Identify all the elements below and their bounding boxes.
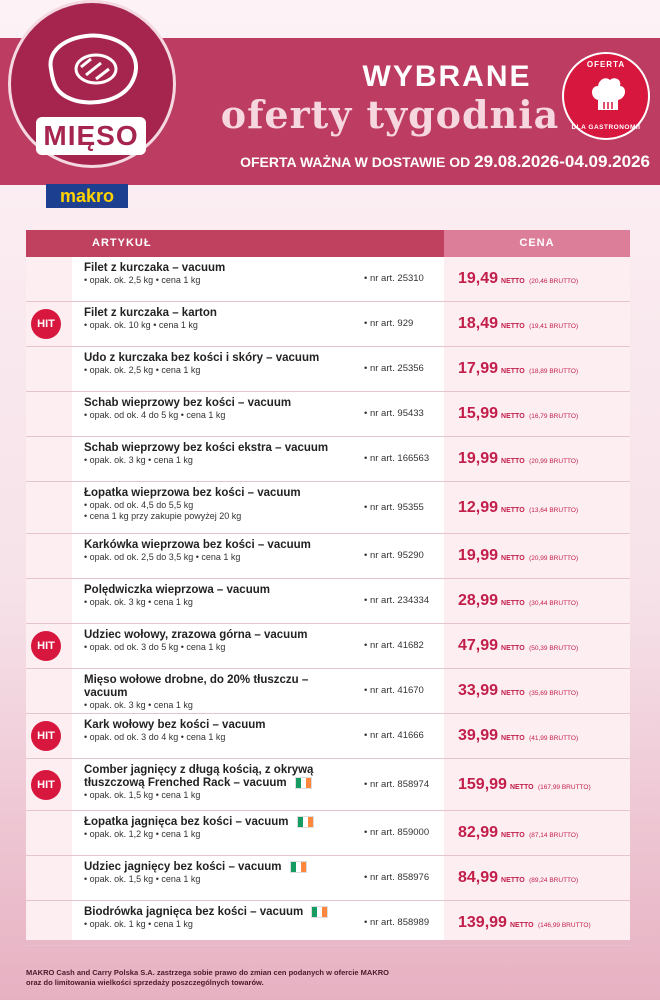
table-row xyxy=(26,347,630,392)
ireland-flag-icon xyxy=(295,777,312,789)
table-row xyxy=(26,669,630,714)
netto-label: NETTO xyxy=(509,783,534,791)
price-netto: 84,99 xyxy=(458,869,499,886)
gastronomy-badge-top: OFERTA xyxy=(586,60,626,69)
product-details: • opak. ok. 2,5 kg • cena 1 kg xyxy=(84,365,201,375)
product-name-block xyxy=(84,397,354,421)
footer-disclaimer xyxy=(26,968,586,988)
product-name: Udo z kurczaka bez kości i skóry – vacuum xyxy=(84,352,320,364)
product-name: Polędwiczka wieprzowa – vacuum xyxy=(84,584,270,596)
netto-label: NETTO xyxy=(501,413,525,420)
table-row xyxy=(26,811,630,856)
article-number: • nr art. 166563 xyxy=(364,453,430,464)
netto-label: NETTO xyxy=(509,922,534,929)
price-brutto: (19,41 BRUTTO) xyxy=(529,323,579,330)
price-brutto: (18,89 BRUTTO) xyxy=(529,368,579,375)
category-label: MIĘSO xyxy=(36,117,146,155)
column-header-article: ARTYKUŁ xyxy=(92,237,152,249)
netto-label: NETTO xyxy=(501,506,525,514)
netto-label: NETTO xyxy=(501,690,525,697)
product-name: Łopatka jagnięca bez kości – vacuum xyxy=(84,816,289,829)
product-details: • opak. ok. 3 kg • cena 1 kg xyxy=(84,700,193,710)
price-netto: 39,99 xyxy=(458,727,499,744)
product-details: • opak. ok. 1 kg • cena 1 kg xyxy=(84,919,193,930)
footer-line-2: oraz do limitowania wielkości sprzedaży poszczególnych towarów. xyxy=(26,978,264,987)
product-name: Filet z kurczaka – vacuum xyxy=(84,262,226,274)
price-brutto: (146,99 BRUTTO) xyxy=(538,922,591,929)
hit-badge: HIT xyxy=(31,721,61,751)
table-row xyxy=(26,392,630,437)
price-cell xyxy=(444,592,630,610)
product-name-block xyxy=(84,262,354,286)
ireland-flag-icon xyxy=(290,861,307,873)
price-netto: 28,99 xyxy=(458,592,499,609)
price-cell xyxy=(444,270,630,288)
page-title: WYBRANE xyxy=(362,60,532,93)
netto-label: NETTO xyxy=(501,877,525,884)
table-row xyxy=(26,624,630,669)
chef-hat-icon xyxy=(590,76,626,116)
price-netto: 47,99 xyxy=(458,637,499,654)
product-details: • opak. od ok. 4 do 5 kg • cena 1 kg xyxy=(84,410,226,420)
netto-label: NETTO xyxy=(501,278,525,285)
article-number: • nr art. 858989 xyxy=(364,917,430,928)
article-number: • nr art. 41682 xyxy=(364,640,424,651)
article-number: • nr art. 234334 xyxy=(364,595,430,606)
netto-label: NETTO xyxy=(501,323,525,330)
steak-icon xyxy=(41,29,146,109)
table-row xyxy=(26,534,630,579)
hit-badge: HIT xyxy=(31,309,61,339)
netto-label: NETTO xyxy=(501,368,525,375)
gastronomy-badge-bottom: DLA GASTRONOMII xyxy=(571,124,641,131)
price-cell xyxy=(444,776,630,794)
article-number: • nr art. 25356 xyxy=(364,363,424,374)
price-brutto: (50,39 BRUTTO) xyxy=(529,645,579,652)
column-header-price: CENA xyxy=(444,230,630,257)
article-number: • nr art. 95355 xyxy=(364,501,424,513)
product-name-block xyxy=(84,442,354,466)
product-name-block xyxy=(84,584,354,608)
price-brutto: (20,99 BRUTTO) xyxy=(529,458,579,465)
table-row xyxy=(26,437,630,482)
product-name: Karkówka wieprzowa bez kości – vacuum xyxy=(84,539,311,551)
article-number: • nr art. 858974 xyxy=(364,778,430,790)
validity-prefix: OFERTA WAŻNA W DOSTAWIE OD xyxy=(240,154,471,170)
hit-badge: HIT xyxy=(31,631,61,661)
product-details: • opak. od ok. 3 do 5 kg • cena 1 kg xyxy=(84,642,226,652)
price-cell xyxy=(444,450,630,468)
price-netto: 19,49 xyxy=(458,270,499,287)
product-name: Łopatka wieprzowa bez kości – vacuum xyxy=(84,487,301,499)
netto-label: NETTO xyxy=(501,458,525,465)
article-number: • nr art. 95290 xyxy=(364,550,424,561)
price-cell xyxy=(444,727,630,745)
table-row xyxy=(26,759,630,811)
price-brutto: (41,99 BRUTTO) xyxy=(529,735,579,742)
article-number: • nr art. 25310 xyxy=(364,273,424,284)
price-cell xyxy=(444,499,630,517)
product-name-block xyxy=(84,674,354,711)
validity-text xyxy=(150,152,650,172)
product-name: Comber jagnięcy z długą kością, z okrywą tłuszczową Frenched Rack – vacuum xyxy=(84,764,314,790)
product-details: • opak. ok. 2,5 kg • cena 1 kg xyxy=(84,275,201,285)
netto-label: NETTO xyxy=(501,832,525,839)
table-row xyxy=(26,302,630,347)
footer-line-1: MAKRO Cash and Carry Polska S.A. zastrzega sobie prawo do zmian cen podanych w ofercie MAKRO xyxy=(26,968,389,977)
article-number: • nr art. 859000 xyxy=(364,827,430,838)
price-netto: 159,99 xyxy=(458,775,507,793)
price-brutto: (20,99 BRUTTO) xyxy=(529,555,579,562)
price-cell xyxy=(444,315,630,333)
price-cell xyxy=(444,914,630,932)
price-netto: 82,99 xyxy=(458,824,499,841)
table-rows xyxy=(26,257,630,946)
gastronomy-badge xyxy=(562,52,650,140)
price-brutto: (20,46 BRUTTO) xyxy=(529,278,579,285)
product-name-block xyxy=(84,539,354,563)
product-name: Udziec wołowy, zrazowa górna – vacuum xyxy=(84,629,308,641)
product-details: • opak. ok. 3 kg • cena 1 kg xyxy=(84,455,193,465)
table-row xyxy=(26,482,630,534)
netto-label: NETTO xyxy=(501,735,525,742)
price-brutto: (30,44 BRUTTO) xyxy=(529,600,579,607)
price-brutto: (13,64 BRUTTO) xyxy=(529,506,579,514)
product-name-block xyxy=(84,352,354,376)
price-netto: 15,99 xyxy=(458,405,499,422)
product-name-block xyxy=(84,816,354,840)
price-netto: 33,99 xyxy=(458,682,499,699)
price-cell xyxy=(444,360,630,378)
table-row xyxy=(26,901,630,946)
price-table xyxy=(26,230,630,940)
product-name: Biodrówka jagnięca bez kości – vacuum xyxy=(84,906,304,919)
price-netto: 12,99 xyxy=(458,498,499,516)
table-row xyxy=(26,257,630,302)
product-name: Schab wieprzowy bez kości ekstra – vacuum xyxy=(84,442,329,454)
netto-label: NETTO xyxy=(501,600,525,607)
price-cell xyxy=(444,547,630,565)
article-number: • nr art. 929 xyxy=(364,318,414,329)
page-subtitle: oferty tygodnia xyxy=(220,92,560,137)
table-header xyxy=(26,230,630,257)
price-cell xyxy=(444,405,630,423)
product-details: • opak. od ok. 3 do 4 kg • cena 1 kg xyxy=(84,732,226,742)
table-row xyxy=(26,856,630,901)
netto-label: NETTO xyxy=(501,645,525,652)
price-netto: 18,49 xyxy=(458,315,499,332)
makro-logo: makro xyxy=(46,184,128,208)
product-name-block xyxy=(84,861,354,885)
hit-badge: HIT xyxy=(31,770,61,800)
product-details: • opak. ok. 3 kg • cena 1 kg xyxy=(84,597,193,607)
article-number: • nr art. 41666 xyxy=(364,730,424,741)
price-netto: 17,99 xyxy=(458,360,499,377)
product-name: Filet z kurczaka – karton xyxy=(84,307,217,319)
price-brutto: (89,24 BRUTTO) xyxy=(529,877,579,884)
product-details: • opak. ok. 10 kg • cena 1 kg xyxy=(84,320,198,330)
price-brutto: (16,79 BRUTTO) xyxy=(529,413,579,420)
table-row xyxy=(26,714,630,759)
product-name-block xyxy=(84,629,354,653)
ireland-flag-icon xyxy=(297,816,314,828)
article-number: • nr art. 41670 xyxy=(364,685,424,696)
product-details: • opak. ok. 1,5 kg • cena 1 kg xyxy=(84,874,201,885)
price-netto: 19,99 xyxy=(458,450,499,467)
price-cell xyxy=(444,869,630,887)
product-name: Kark wołowy bez kości – vacuum xyxy=(84,719,266,731)
product-name-block xyxy=(84,764,354,801)
product-name-block xyxy=(84,719,354,743)
product-name-block xyxy=(84,487,354,522)
product-details: • cena 1 kg przy zakupie powyżej 20 kg xyxy=(84,511,242,521)
table-row xyxy=(26,579,630,624)
price-cell xyxy=(444,824,630,842)
product-details: • opak. od ok. 2,5 do 3,5 kg • cena 1 kg xyxy=(84,552,241,562)
netto-label: NETTO xyxy=(501,555,525,562)
article-number: • nr art. 858976 xyxy=(364,872,430,883)
product-name-block xyxy=(84,307,354,331)
product-details: • opak. ok. 1,5 kg • cena 1 kg xyxy=(84,790,201,801)
product-name: Mięso wołowe drobne, do 20% tłuszczu – vacuum xyxy=(84,674,309,699)
product-name: Schab wieprzowy bez kości – vacuum xyxy=(84,397,292,409)
price-brutto: (87,14 BRUTTO) xyxy=(529,832,579,839)
price-cell xyxy=(444,637,630,655)
price-netto: 19,99 xyxy=(458,547,499,564)
product-details: • opak. od ok. 4,5 do 5,5 kg xyxy=(84,500,194,510)
product-details: • opak. ok. 1,2 kg • cena 1 kg xyxy=(84,829,201,840)
article-number: • nr art. 95433 xyxy=(364,408,424,419)
price-netto: 139,99 xyxy=(458,914,507,931)
price-cell xyxy=(444,682,630,700)
validity-dates: 29.08.2026-04.09.2026 xyxy=(474,152,650,171)
price-brutto: (35,69 BRUTTO) xyxy=(529,690,579,697)
ireland-flag-icon xyxy=(311,906,328,918)
product-name: Udziec jagnięcy bez kości – vacuum xyxy=(84,861,282,874)
price-brutto: (167,99 BRUTTO) xyxy=(538,783,591,791)
product-name-block xyxy=(84,906,354,930)
